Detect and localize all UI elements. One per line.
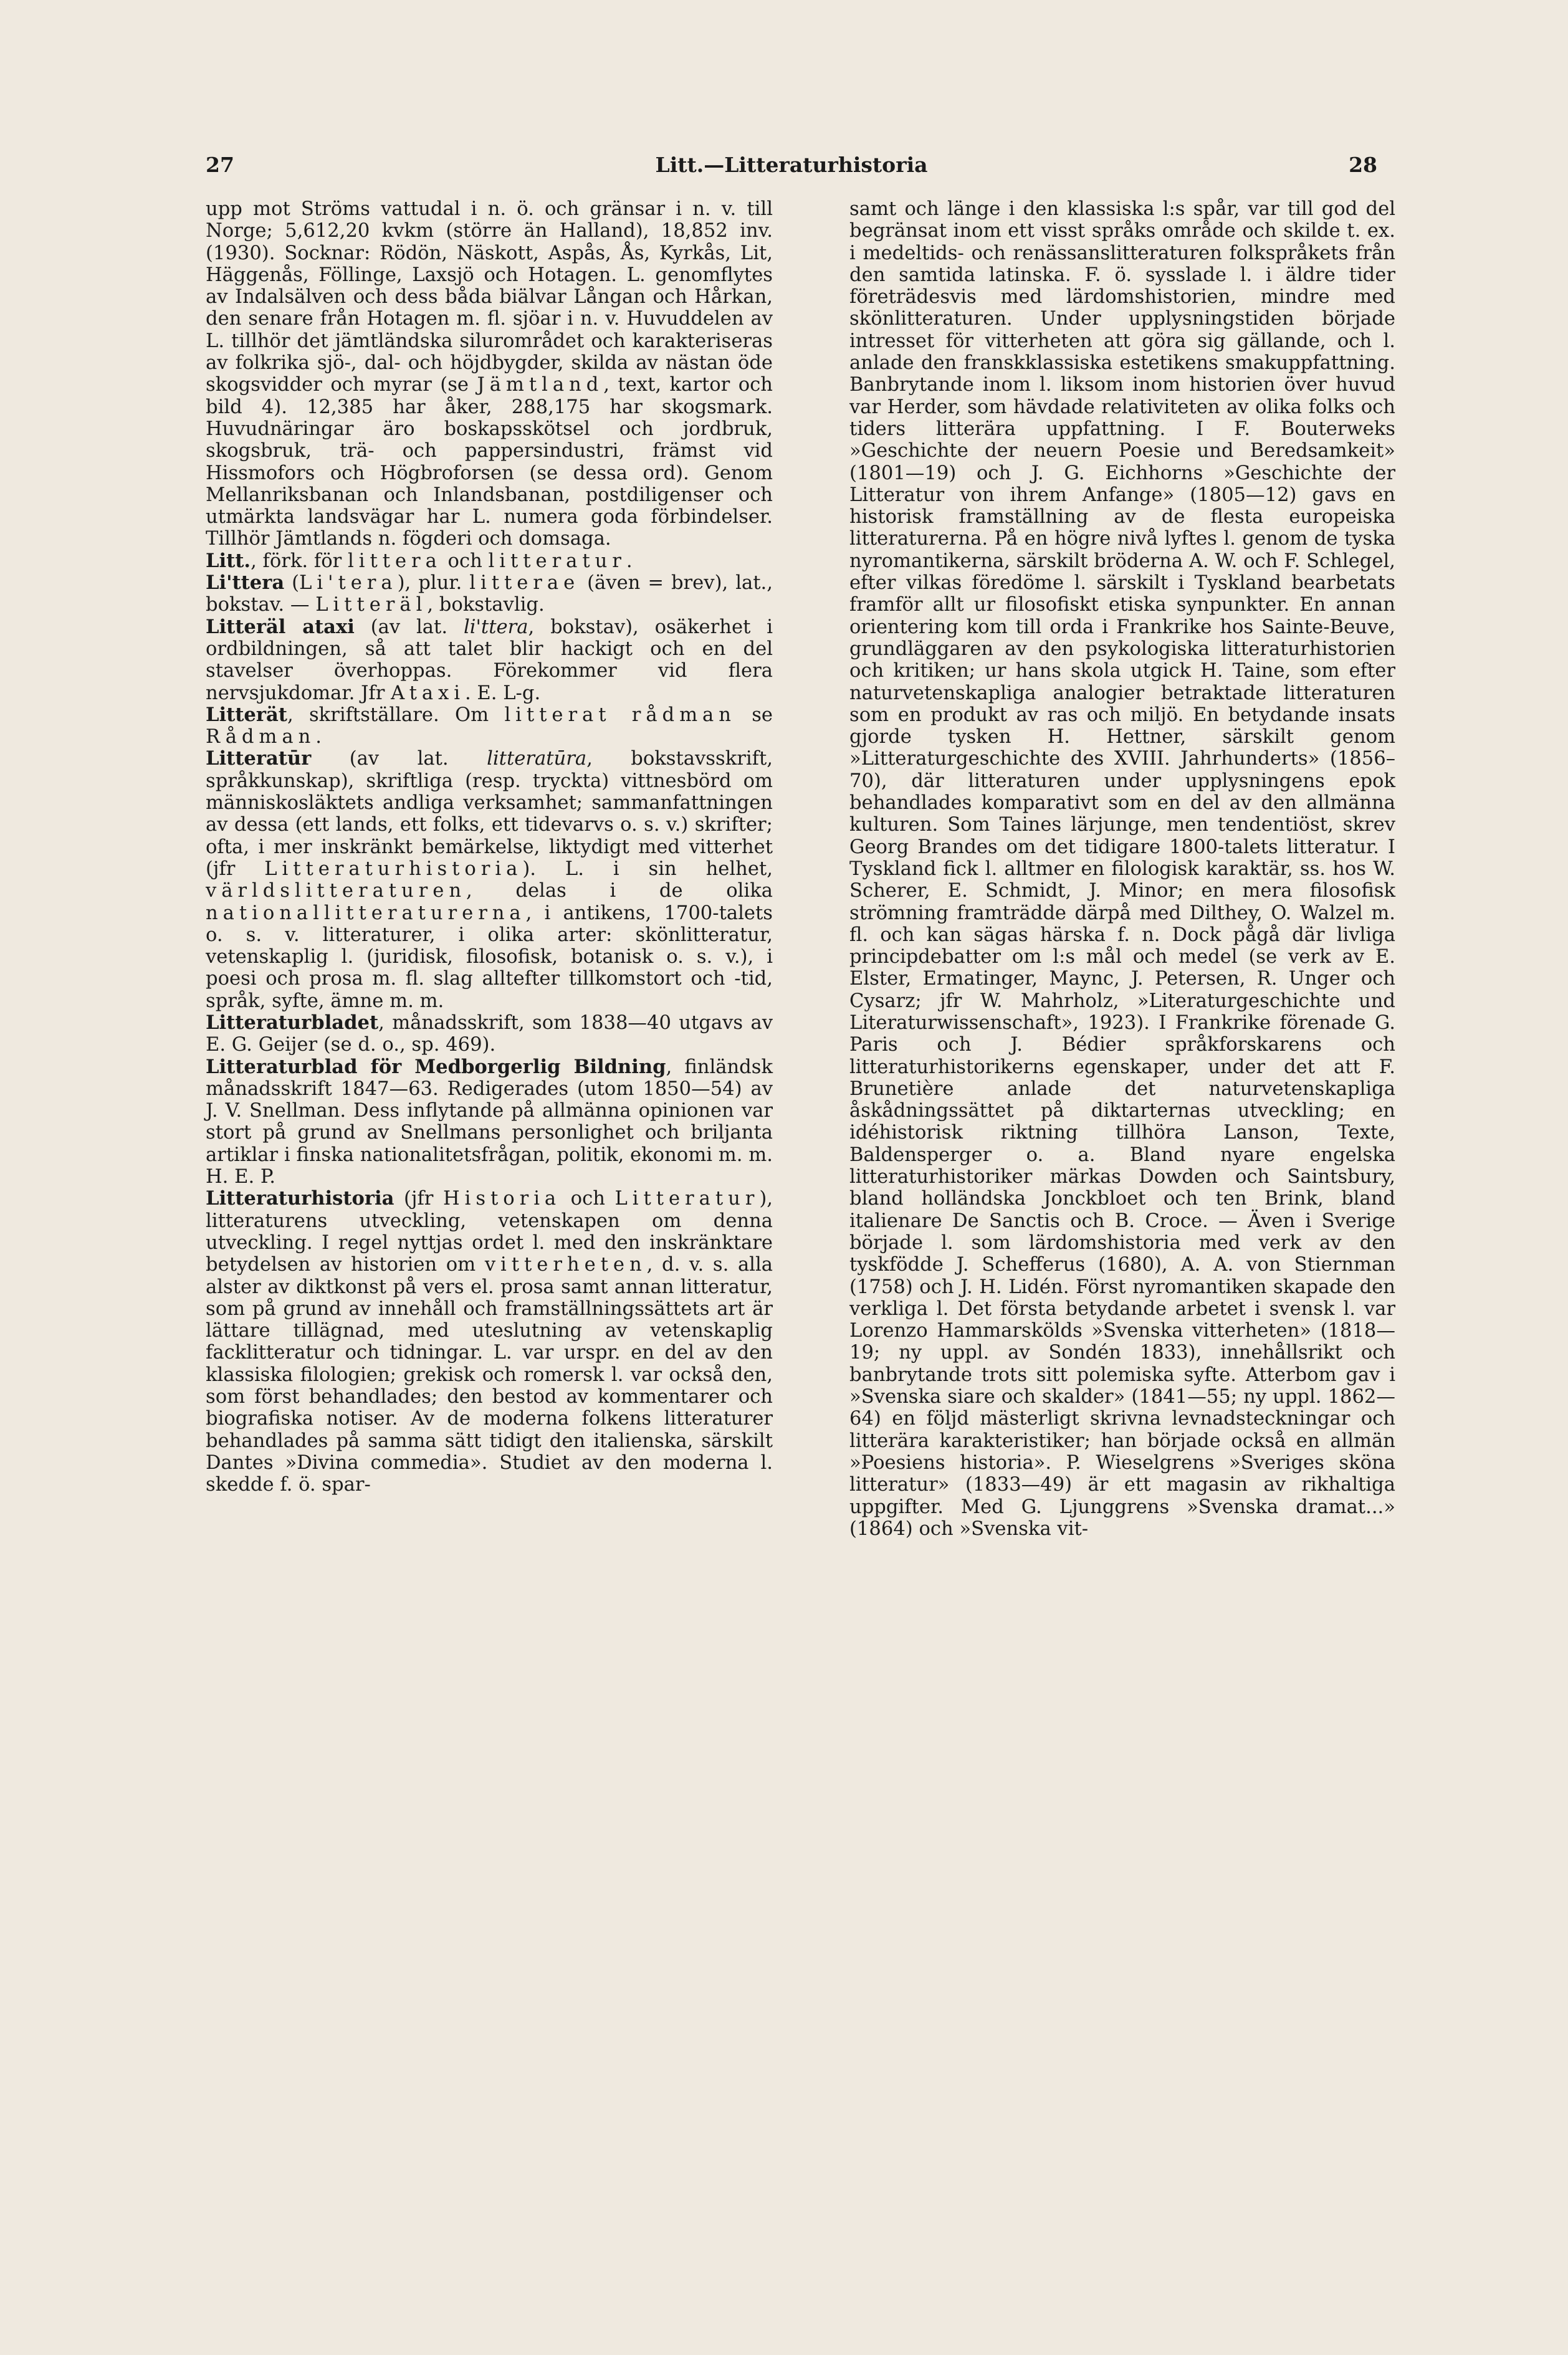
headword: Litteraturblad för Medborgerlig Bildning (206, 1055, 666, 1078)
entry-littera: Li'ttera (Li'tera), plur. litterae (även = brev), lat., bokstav. — Litteräl, bokstavlig. (206, 571, 773, 616)
right-column (849, 198, 1395, 1540)
running-title: Litt.—Litteraturhistoria (655, 153, 928, 177)
entry-litteraturbladet: Litteraturbladet, månadsskrift, som 1838—40 utgavs av E. G. Geijer (se d. o., sp. 469). (206, 1011, 773, 1056)
entry-litteral-ataxi: Litteräl ataxi (av lat. li'ttera, bokstav), osäkerhet i ordbildningen, så att talet blir hackigt och en del stavelser överhoppas. Förekommer vid flera nervsjukdomar. Jfr Ataxi. E. L-g. (206, 615, 773, 704)
entry-continuation: upp mot Ströms vattudal i n. ö. och gränsar i n. v. till Norge; 5,612,20 kvkm (större än Halland), 18,852 inv. (1930). Socknar: Rödön, Näskott, Aspås, Ås, Kyrkås, Lit, Häggenås, Föllinge, Laxsjö och Hotagen. L. genomflytes av Indalsälven och dess båda biälvar Långan och Hårkan, den senare från Hotagen m. fl. sjöar i n. v. Huvuddelen av L. tillhör det jämtländska silurområdet och karakteriseras av folkrika sjö-, dal- och höjdbygder, skilda av nästan öde skogsvidder och myrar (se Jämtland, text, kartor och bild 4). 12,385 har åker, 288,175 har skogsmark. Huvudnäringar äro boskapsskötsel och jordbruk, skogsbruk, trä- och pappersindustri, främst vid Hissmofors och Högbroforsen (se dessa ord). Genom Mellanriksbanan och Inlandsbanan, postdiligenser och utmärkta landsvägar har L. numera goda förbindelser. Tillhör Jämtlands n. fögderi och domsaga. (206, 198, 773, 550)
headword: Litteraturhistoria (206, 1187, 394, 1210)
entry-litteraturhistoria-continued: samt och länge i den klassiska l:s spår, var till god del begränsat inom ett visst språks område och skilde t. ex. i medeltids- och renässanslitteraturen folkspråkets från den samtida latinska. F. ö. sysslade l. i äldre tider företrädesvis med lärdomshistorien, mindre med skönlitteraturen. Under upplysningstiden började intresset för vitterheten att göra sig gällande, och l. anlade den franskklassiska estetikens smakuppfattning. Banbrytande inom l. liksom inom historien över huvud var Herder, som hävdade relativiteten av olika folks och tiders litterära uppfattning. I F. Bouterweks »Geschichte der neuern Poesie und Beredsamkeit» (1801—19) och J. G. Eichhorns »Geschichte der Litteratur von ihrem Anfange» (1805—12) gavs en historisk framställning av de flesta europeiska litteraturerna. På en högre nivå lyftes l. genom de tyska nyromantikerna, särskilt bröderna A. W. och F. Schlegel, efter vilkas föredöme l. särskilt i Tyskland bearbetats framför allt ur filosofiskt etiska synpunkter. En annan orientering kom till orda i Frankrike hos Sainte-Beuve, grundläggaren av den psykologiska litteraturhistorien och kritiken; ur hans skola utgick H. Taine, som efter naturvetenskapliga analogier betraktade litteraturen som en produkt av ras och miljö. En betydande insats gjorde tysken H. Hettner, särskilt genom »Litteraturgeschichte des XVIII. Jahrhunderts» (1856–70), där litteraturen under upplysningens epok behandlades komparativt som en del av den allmänna kulturen. Som Taines lärjunge, men tendentiöst, skrev Georg Brandes om det tidigare 1800-talets litteratur. I Tyskland fick l. alltmer en filologisk karaktär, ss. hos W. Scherer, E. Schmidt, J. Minor; en mera filosofisk strömning framträdde därpå med Dilthey, O. Walzel m. fl. och kan sägas härska f. n. Dock pågå där livliga principdebatter om l:s mål och medel (se verk av E. Elster, Ermatinger, Maync, J. Petersen, R. Unger och Cysarz; jfr W. Mahrholz, »Literaturgeschichte und Literaturwissenschaft», 1923). I Frankrike förenade G. Paris och J. Bédier språkforskarens och litteraturhistorikerns egenskaper, under det att F. Brunetière anlade det naturvetenskapliga åskådningssättet på diktarternas utveckling; en idéhistorisk riktning tillhöra Lanson, Texte, Baldensperger o. a. Bland nyare engelska litteraturhistoriker märkas Dowden och Saintsbury, bland holländska Jonckbloet och ten Brink, bland italienare De Sanctis och B. Croce. — Även i Sverige började l. som lärdomshistoria med verk av den tyskfödde J. Schefferus (1680), A. A. von Stiernman (1758) och J. H. Lidén. Först nyromantiken skapade den verkliga l. Det första betydande arbetet i svensk l. var Lorenzo Hammarskölds »Svenska vitterheten» (1818—19; ny uppl. av Sondén 1833), innehållsrikt och banbrytande trots sitt polemiska syfte. Atterbom gav i »Svenska siare och skalder» (1841—55; ny uppl. 1862—64) en följd mästerligt skrivna levnadsteckningar och litterära karakteristiker; han började också en allmän »Poesiens historia». P. Wieselgrens »Sveriges sköna litteratur» (1833—49) är ett magasin av rikhaltiga uppgifter. Med G. Ljunggrens »Svenska dramat...» (1864) och »Svenska vit- (849, 198, 1395, 1540)
page-number-right: 28 (1349, 153, 1377, 177)
entry-litteratur: Litteratūr (av lat. litteratūra, bokstavsskrift, språkkunskap), skriftliga (resp. tryckta) vittnesbörd om människosläktets andliga verksamhet; sammanfattningen av dessa (ett lands, ett folks, ett tidevarvs o. s. v.) skrifter; ofta, i mer inskränkt bemärkelse, liktydigt med vitterhet (jfr Litteraturhistoria). L. i sin helhet, världslitteraturen, delas i de olika nationallitteraturerna, i antikens, 1700-talets o. s. v. litteraturer, i olika arter: skönlitteratur, vetenskaplig l. (juridisk, filosofisk, botanisk o. s. v.), i poesi och prosa m. fl. slag alltefter tillkomstort och -tid, språk, syfte, ämne m. m. (206, 747, 773, 1012)
left-column (206, 198, 773, 1496)
headword: Litteratūr (206, 747, 312, 770)
headword: Litterät (206, 703, 287, 726)
headword: Li'ttera (206, 571, 285, 595)
headword: Litteräl ataxi (206, 615, 355, 638)
entry-litteraturhistoria: Litteraturhistoria (jfr Historia och Litteratur), litteraturens utveckling, vetenskapen om denna utveckling. I regel nyttjas ordet l. med den inskränktare betydelsen av historien om vitterheten, d. v. s. alla alster av diktkonst på vers el. prosa samt annan litteratur, som på grund av innehåll och framställningssättets art är lättare tillägnad, med uteslutning av vetenskaplig facklitteratur och tidningar. L. var urspr. en del av den klassiska filologien; grekisk och romersk l. var också den, som först behandlades; den bestod av kommentarer och biografiska notiser. Av de moderna folkens litteraturer behandlades på samma sätt tidigt den italienska, särskilt Dantes »Divina commedia». Studiet av den moderna l. skedde f. ö. spar- (206, 1187, 773, 1496)
author-signature: H. E. P. (206, 1166, 276, 1188)
page-number-left: 27 (206, 153, 234, 177)
entry-litterat: Litterät, skriftställare. Om litterat rådman se Rådman. (206, 703, 773, 748)
entry-litt: Litt., förk. för littera och litteratur. (206, 549, 633, 572)
headword: Litteraturbladet (206, 1011, 379, 1034)
headword: Litt. (206, 549, 251, 572)
page-header (206, 153, 1377, 190)
entry-litteraturblad-medborgerlig: Litteraturblad för Medborgerlig Bildning, finländsk månadsskrift 1847—63. Redigerades (utom 1850—54) av J. V. Snellman. Dess inflytande på allmänna opinionen var stort på grund av Snellmans personlighet och briljanta artiklar i finska nationalitetsfrågan, politik, ekonomi m. m. H. E. P. (206, 1055, 773, 1188)
